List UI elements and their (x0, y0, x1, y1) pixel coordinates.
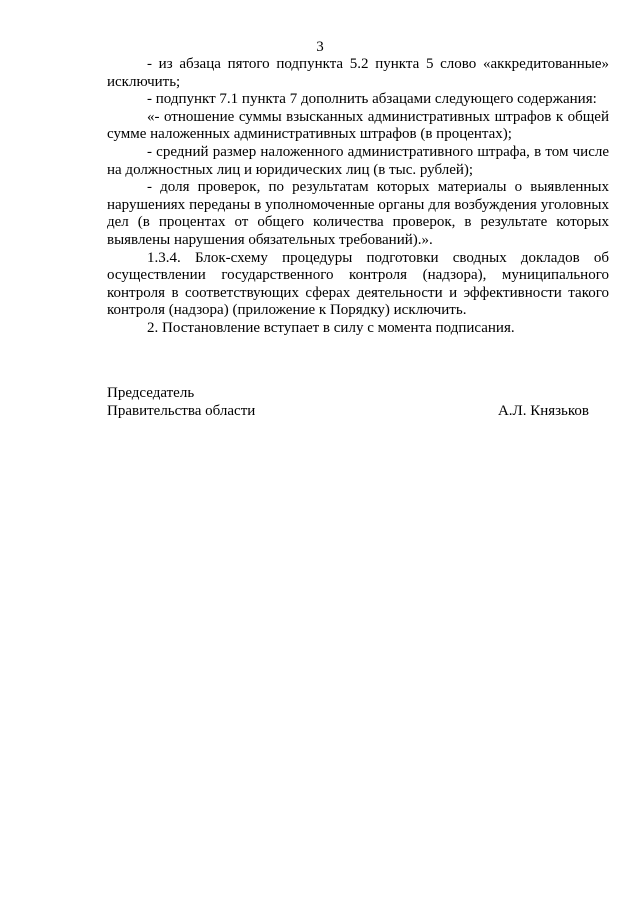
paragraph-add-subclause: - подпункт 7.1 пункта 7 дополнить абзацами следующего содержания: (147, 91, 597, 108)
signature-block (107, 384, 589, 420)
signature-title-line1: Председатель (107, 385, 195, 401)
signature-title-line2: Правительства области (107, 403, 256, 419)
paragraph-inspections-share: - доля проверок, по результатам которых материалы о выявленных нарушениях переданы в уполномоченные органы для возбуждения уголовных дел (в процентах от общего количества проверок, в результате которых выявлены нарушения обязательных требований).». (107, 179, 609, 248)
signature-row (107, 402, 589, 420)
signatory-name: А.Л. Князьков (497, 403, 589, 419)
paragraph-effective-date: 2. Постановление вступает в силу с момента подписания. (147, 319, 515, 336)
paragraph-flowchart-removal: 1.3.4. Блок-схему процедуры подготовки сводных докладов об осуществлении государственного контроля (надзора), муниципального контроля в соответствующих сферах деятельности и эффективности такого контроля (надзора) (приложение к Порядку) исключить. (107, 249, 609, 319)
page-number: 3 (316, 39, 324, 55)
paragraph-fines-ratio: «- отношение суммы взысканных административных штрафов к общей сумме наложенных административных штрафов (в процентах); (107, 108, 609, 143)
paragraph-remove-word: - из абзаца пятого подпункта 5.2 пункта 5 слово «аккредитованные» исключить; (107, 56, 609, 90)
document-body (107, 56, 609, 338)
paragraph-average-fine: - средний размер наложенного административного штрафа, в том числе на должностных лиц и юридических лиц (в тыс. рублей); (107, 143, 609, 178)
